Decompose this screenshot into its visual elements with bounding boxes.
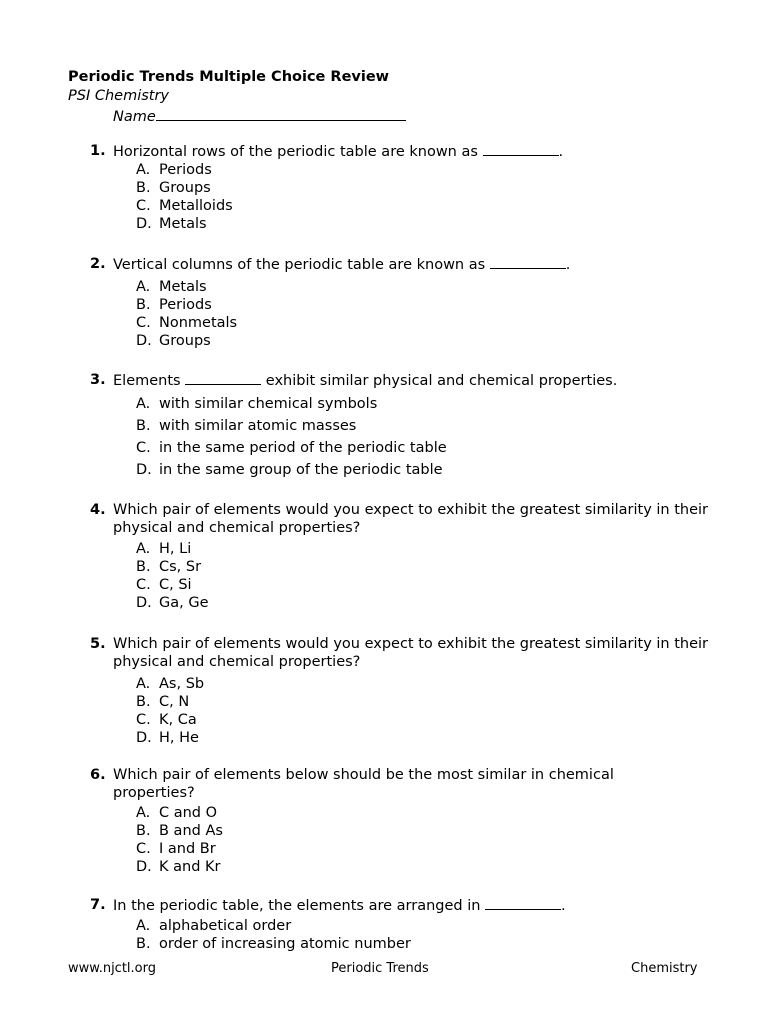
- answer-blank: [485, 896, 561, 910]
- option-c: C. C, Si: [136, 577, 192, 593]
- question-number: 5.: [90, 636, 106, 652]
- answer-blank: [490, 255, 566, 269]
- option-d: D. in the same group of the periodic table: [136, 462, 443, 478]
- option-b: B. Cs, Sr: [136, 559, 202, 575]
- question-text: Which pair of elements would you expect to exhibit the greatest similarity in their physical and chemical properties?: [113, 636, 709, 670]
- answer-options: [136, 278, 710, 350]
- option-b: B. with similar atomic masses: [136, 418, 357, 434]
- option-d: D. Metals: [136, 216, 207, 232]
- answer-blank: [185, 371, 261, 385]
- option-a: A. H, Li: [136, 541, 192, 557]
- option-a: A. Metals: [136, 279, 207, 295]
- option-a: A. alphabetical order: [136, 918, 292, 934]
- question-text: Elements exhibit similar physical and chemical properties.: [113, 373, 618, 389]
- option-a: A. As, Sb: [136, 676, 205, 692]
- question-text: Which pair of elements below should be the most similar in chemical properties?: [113, 767, 614, 801]
- name-field: [113, 106, 406, 125]
- option-c: C. I and Br: [136, 841, 216, 857]
- option-c: C. in the same period of the periodic table: [136, 440, 447, 456]
- footer-topic: Periodic Trends: [331, 961, 429, 976]
- answer-blank: [483, 142, 559, 156]
- answer-options: [136, 804, 710, 876]
- option-c: C. K, Ca: [136, 712, 197, 728]
- question-text: In the periodic table, the elements are arranged in .: [113, 898, 566, 914]
- option-a: A. Periods: [136, 162, 212, 178]
- question-7: [90, 896, 710, 953]
- footer-website-link[interactable]: www.njctl.org: [68, 961, 156, 976]
- option-b: B. Periods: [136, 297, 212, 313]
- question-2: [90, 255, 710, 350]
- name-blank-line: [156, 106, 406, 121]
- document-title: Periodic Trends Multiple Choice Review: [68, 69, 390, 85]
- option-a: A. with similar chemical symbols: [136, 396, 378, 412]
- question-text: Which pair of elements would you expect to exhibit the greatest similarity in their physical and chemical properties?: [113, 502, 709, 536]
- answer-options: [136, 917, 710, 953]
- answer-options: [136, 540, 710, 612]
- question-3: [90, 371, 710, 481]
- option-b: B. order of increasing atomic number: [136, 936, 411, 952]
- name-label: Name: [113, 109, 156, 125]
- question-1: [90, 142, 710, 233]
- option-b: B. Groups: [136, 180, 211, 196]
- footer-subject: Chemistry: [631, 961, 698, 976]
- option-a: A. C and O: [136, 805, 218, 821]
- question-number: 6.: [90, 767, 106, 783]
- option-b: B. B and As: [136, 823, 223, 839]
- document-subtitle: PSI Chemistry: [68, 88, 170, 104]
- question-number: 4.: [90, 502, 106, 518]
- option-c: C. Nonmetals: [136, 315, 238, 331]
- question-number: 3.: [90, 372, 106, 388]
- question-text: Vertical columns of the periodic table are known as .: [113, 257, 571, 273]
- option-d: D. Ga, Ge: [136, 595, 209, 611]
- question-number: 7.: [90, 897, 106, 913]
- question-4: [90, 501, 710, 612]
- option-c: C. Metalloids: [136, 198, 233, 214]
- option-d: D. H, He: [136, 730, 199, 746]
- question-5: [90, 635, 710, 747]
- answer-options: [136, 675, 710, 747]
- answer-options: [136, 393, 710, 481]
- answer-options: [136, 161, 710, 233]
- question-number: 2.: [90, 256, 106, 272]
- option-b: B. C, N: [136, 694, 190, 710]
- question-number: 1.: [90, 143, 106, 159]
- question-text: Horizontal rows of the periodic table are known as .: [113, 144, 564, 160]
- option-d: D. K and Kr: [136, 859, 221, 875]
- question-6: [90, 766, 710, 876]
- option-d: D. Groups: [136, 333, 211, 349]
